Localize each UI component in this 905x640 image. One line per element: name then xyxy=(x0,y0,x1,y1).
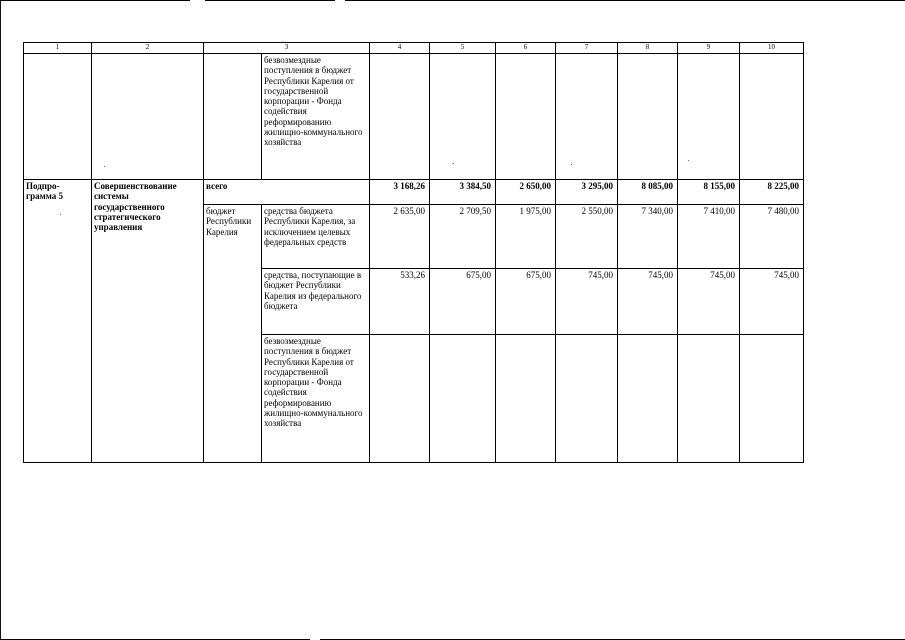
value-cell xyxy=(740,335,804,463)
value-cell: 2 550,00 xyxy=(556,205,618,269)
value-cell xyxy=(430,335,496,463)
value-cell xyxy=(618,335,678,463)
column-number: 2 xyxy=(92,43,204,54)
value-cell: 2 635,00 xyxy=(370,205,430,269)
total-value: 3 168,26 xyxy=(370,180,430,205)
value-cell: 745,00 xyxy=(740,269,804,335)
top-rule-left xyxy=(0,0,190,1)
value-cell xyxy=(556,335,618,463)
column-number: 1 xyxy=(24,43,92,54)
column-number: 4 xyxy=(370,43,430,54)
value-cell: 745,00 xyxy=(556,269,618,335)
column-number: 7 xyxy=(556,43,618,54)
budget-table xyxy=(23,42,804,463)
value-cell xyxy=(370,335,430,463)
total-value: 3 295,00 xyxy=(556,180,618,205)
column-number: 10 xyxy=(740,43,804,54)
column-number: 5 xyxy=(430,43,496,54)
scan-speck xyxy=(104,166,105,167)
scan-edge xyxy=(0,0,1,640)
scan-speck xyxy=(60,214,61,215)
value-cell: 1 975,00 xyxy=(496,205,556,269)
total-value: 8 155,00 xyxy=(678,180,740,205)
continuation-row xyxy=(24,54,804,180)
value-cell: 2 709,50 xyxy=(430,205,496,269)
source-cell: безвозмездные поступления в бюджет Республики Карелия от государственной корпорации - Фонда содействия реформированию жилищно-коммунального хозяйства xyxy=(262,335,370,463)
value-cell xyxy=(678,335,740,463)
subprogram-name: Совершенствование системы государственного стратегического управления xyxy=(92,180,204,463)
total-value: 2 650,00 xyxy=(496,180,556,205)
source-cell: средства бюджета Республики Карелия, за исключением целевых федеральных средств xyxy=(262,205,370,269)
value-cell xyxy=(496,335,556,463)
total-value: 8 225,00 xyxy=(740,180,804,205)
scan-speck xyxy=(453,163,454,164)
value-cell: 675,00 xyxy=(430,269,496,335)
column-number: 6 xyxy=(496,43,556,54)
total-row xyxy=(24,180,804,205)
budget-label: бюджет Республики Карелия xyxy=(204,205,262,463)
top-rule-middle xyxy=(205,0,335,1)
value-cell: 7 480,00 xyxy=(740,205,804,269)
column-number: 9 xyxy=(678,43,740,54)
subprogram-code: Подпро-грамма 5 xyxy=(24,180,92,463)
column-number: 3 xyxy=(204,43,370,54)
total-label: всего xyxy=(204,180,370,205)
value-cell: 745,00 xyxy=(678,269,740,335)
scan-speck xyxy=(688,160,689,161)
total-value: 8 085,00 xyxy=(618,180,678,205)
value-cell: 745,00 xyxy=(618,269,678,335)
scan-speck xyxy=(571,164,572,165)
value-cell: 675,00 xyxy=(496,269,556,335)
source-cell: безвозмездные поступления в бюджет Республики Карелия от государственной корпорации - Фонда содействия реформированию жилищно-коммунального хозяйства xyxy=(262,54,370,180)
value-cell: 533,26 xyxy=(370,269,430,335)
column-number: 8 xyxy=(618,43,678,54)
total-value: 3 384,50 xyxy=(430,180,496,205)
value-cell: 7 410,00 xyxy=(678,205,740,269)
source-cell: средства, поступающие в бюджет Республики Карелия из федерального бюджета xyxy=(262,269,370,335)
top-rule-right xyxy=(345,0,905,1)
column-numbers-row xyxy=(24,43,804,54)
value-cell: 7 340,00 xyxy=(618,205,678,269)
